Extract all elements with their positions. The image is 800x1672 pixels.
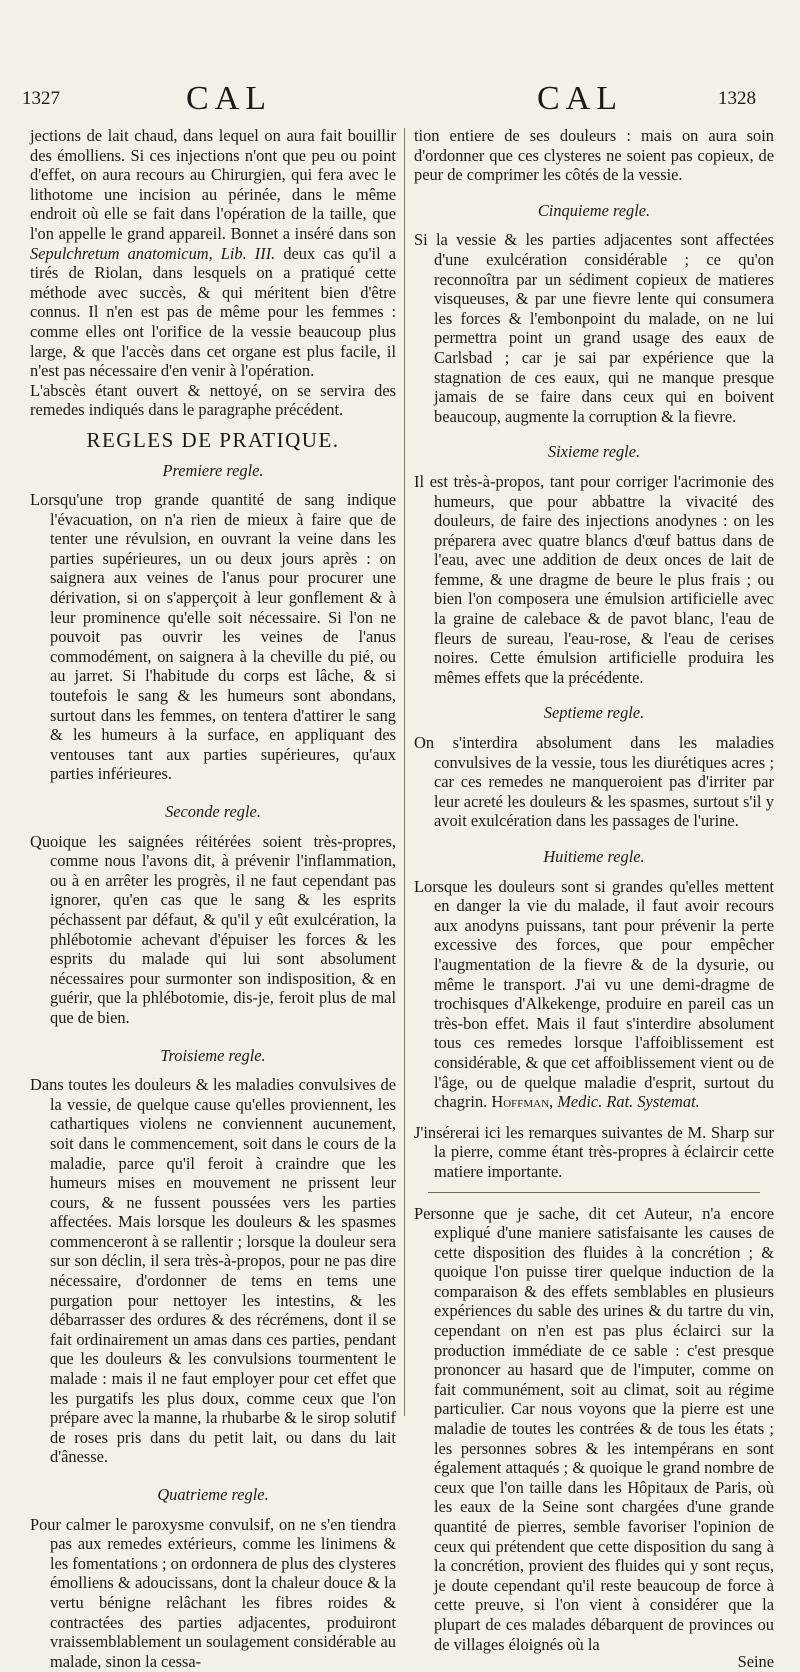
paragraph: Si la vessie & les parties adjacentes sont affectées d'une exulcération considérable ; ce qu'on reconnoîtra par un sédiment copieux de matieres visqueuses, & par une fievre lente qui consumera les forces & l'embonpoint du malade, on ne lui permettra point un grand usage des eaux de Carlsbad ; car je sai par expérience que la stagnation de ces eaux, qui ne manque presque jamais de se faire dans ceux qui en boivent beaucoup, augmente la corruption & la fievre. [414,230,774,426]
left-column [30,126,396,1671]
left-running-head: CAL [186,80,272,117]
paragraph: J'insérerai ici les remarques suivantes de M. Sharp sur la pierre, comme étant très-propres à éclaircir cette matiere importante. [414,1122,774,1181]
author-name: Hoffman [491,1092,550,1112]
rule-title: Quatrieme regle. [157,1485,269,1504]
right-column [414,126,774,1672]
right-page-number: 1328 [718,88,756,109]
paragraph: On s'interdira absolument dans les maladies convulsives de la vessie, tous les diurétiques acres ; car ces remedes ne manqueroient pas d'irriter par leur acreté les douleurs & les spasmes, surtout s'il y avoit exulcération dans les passages de l'urine. [414,733,774,831]
catchword: Seine [737,1652,774,1672]
paragraph: Quoique les saignées réitérées soient très-propres, comme nous l'avons dit, à prévenir l'inflammation, ou à en arrêter les progrès, il ne faut cependant pas ignorer, qu'en cas que le sang & les esprits péchassent par défaut, & qu'il y eût exulcération, la phlébotomie achevant d'épuiser les forces & les esprits du malade qui lui sont absolument nécessaires pour surmonter son indisposition, & en guérir, que la phlébotomie, dis-je, feroit plus de mal que de bien. [30,831,396,1027]
column-divider [404,128,405,1416]
rule-title: Premiere regle. [162,460,264,480]
paragraph: tion entiere de ses douleurs : mais on aura soin d'ordonner que ces clysteres ne soient pas copieux, de peur de comprimer les côtés de la vessie. [414,126,774,185]
divider [428,1192,759,1193]
rule-title: Huitieme regle. [543,847,645,866]
paragraph: L'abscès étant ouvert & nettoyé, on se servira des remedes indiqués dans le paragraphe précédent. [30,380,396,420]
paragraph: Lorsque les douleurs sont si grandes qu'elles mettent en danger la vie du malade, il faut avoir recours aux anodyns puissans, tant pour prévenir la perte excessive des forces, que pour empêcher l'augmentation de la fievre & de la dysurie, ou même le transport. J'ai vu une demi-dragme de trochisques d'Alkekenge, produire en pareil cas un très-bon effet. Mais il faut s'interdire absolument tous ces remedes lorsque l'affoiblissement est considérable, & que cet affoiblissement vient ou de l'âge, ou de quelque maladie d'esprit, surtout du chagrin. Hoffman, Medic. Rat. Systemat. [414,876,774,1112]
paragraph: Personne que je sache, dit cet Auteur, n'a encore expliqué d'une maniere satisfaisante les causes de cette disposition des fluides à la concrétion ; & quoique l'on puisse tirer quelque induction de la comparaison & des effets semblables en plusieurs expériences du sable des urines & du tartre du vin, cependant on n'en est pas plus éclairci sur la production immédiate de ce sable : c'est presque prononcer au hasard que de l'imputer, comme on fait communément, soit au climat, soit au régime particulier. Car nous voyons que la pierre est une maladie de toutes les contrées & de tous les états ; les personnes sobres & les intempérans en sont également attaqués ; & quoique le grand nombre de ceux que l'on taille dans les Hôpitaux de Paris, où les eaux de la Seine sont chargées d'une grande quantité de pierres, semble favoriser l'opinion de ceux qui prétendent que cette disposition du sang à la concrétion, provient des fluides qui y sont reçus, je doute cependant qu'il reste beaucoup de force à cette preuve, si l'on vient à considérer que la plupart de ces malades débarquent de provinces ou de villages éloignés où la [414,1203,774,1654]
rule-title: Sixieme regle. [547,442,641,462]
paragraph: Dans toutes les douleurs & les maladies convulsives de la vessie, de quelque cause qu'elles proviennent, les cathartiques violens ne conviennent aucunement, soit dans le commencement, soit dans le cours de la maladie, parce qu'il feroit à craindre que les humeurs mises en mouvement ne prissent leur cours, & ne fussent poussées vers les parties affectées. Mais lorsque les douleurs & les spasmes commenceront à se rallentir ; lorsque la douleur sera sur son déclin, il sera très-à-propos, pour ne pas dire nécessaire, d'ordonner de tems en tems une purgation pour nettoyer les intestins, & les débarrasser des ordures & des récrémens, dont il se fait ordinairement un amas dans ces parties, pendant que les douleurs & les convulsions tourmentent le malade : mais il ne faut employer pour cet effet que les purgatifs les plus doux, comme ceux que l'on prépare avec la manne, la rhubarbe & le sirop solutif de roses pris dans du petit lait, ou dans du lait d'ânesse. [30,1075,396,1467]
section-heading: REGLES DE PRATIQUE. [86,427,340,452]
rule-title: Septieme regle. [543,703,645,723]
rule-title: Cinquieme regle. [537,200,651,220]
paragraph: jections de lait chaud, dans lequel on aura fait bouillir des émolliens. Si ces injections n'ont que peu ou point d'effet, on aura recours au Chirurgien, qui fera avec le lithotome une incision au périnée, dans le même endroit où elle se fait dans l'opération de la taille, que l'on appelle le grand appareil. Bonnet a inséré dans son Sepulchretum anatomicum, Lib. III. deux cas qu'il a tirés de Riolan, dans lesquels on a pratiqué cette méthode avec succès, & qui méritent bien d'être connus. Il n'en est pas de même pour les femmes : comme elles ont l'orifice de la vessie beaucoup plus large, & que l'accès dans cet organe est plus facile, il n'est pas nécessaire d'en venir à l'opération. [30,126,396,381]
paragraph: Il est très-à-propos, tant pour corriger l'acrimonie des humeurs, que pour abbattre la vivacité des douleurs, de faire des injections anodynes : on les préparera avec quatre blancs d'œuf battus dans de l'eau, avec une addition de deux onces de lait de femme, & une dragme de beure le plus frais ; ou bien l'on composera une émulsion artificielle avec la graine de calebace & de pavot blanc, l'eau de fleurs de sureau, l'eau-rose, & l'eau de cerises noires. Cette émulsion artificielle produira les mêmes effets que la précédente. [414,471,774,687]
rule-title: Seconde regle. [165,802,261,821]
paragraph: Pour calmer le paroxysme convulsif, on ne s'en tiendra pas aux remedes extérieurs, comme les linimens & les fomentations ; on ordonnera de plus des clysteres émolliens & adoucissans, dont la chaleur douce & la vertu bénigne relâchant les fibres roides & contractées des parties adjacentes, produiront vraissemblablement un soulagement considérable au malade, sinon la cessa- [30,1514,396,1671]
citation: Medic. Rat. Systemat. [557,1092,700,1112]
paragraph: Lorsqu'une trop grande quantité de sang indique l'évacuation, on n'a rien de mieux à faire que de tenter une révulsion, en ouvrant la veine dans les parties supérieures, un ou deux jours après : on saignera aux veines de l'anus pour procurer une dérivation, si on s'apperçoit à leur gonflement & à leur prominence qu'elle soit nécessaire. Si l'on ne pouvoit pas ouvrir les veines de l'anus commodément, on saignera à la cheville du pié, ou au jarret. Si l'habitude du corps est lâche, & si toutefois le sang & les humeurs sont abondans, surtout dans les femmes, on tentera d'attirer le sang & les humeurs à la surface, en appliquant des ventouses tant aux parties supérieures, qu'aux parties inférieures. [30,490,396,784]
right-running-head: CAL [537,80,623,117]
rule-title: Troisieme regle. [160,1045,266,1065]
left-page-number: 1327 [22,88,60,109]
